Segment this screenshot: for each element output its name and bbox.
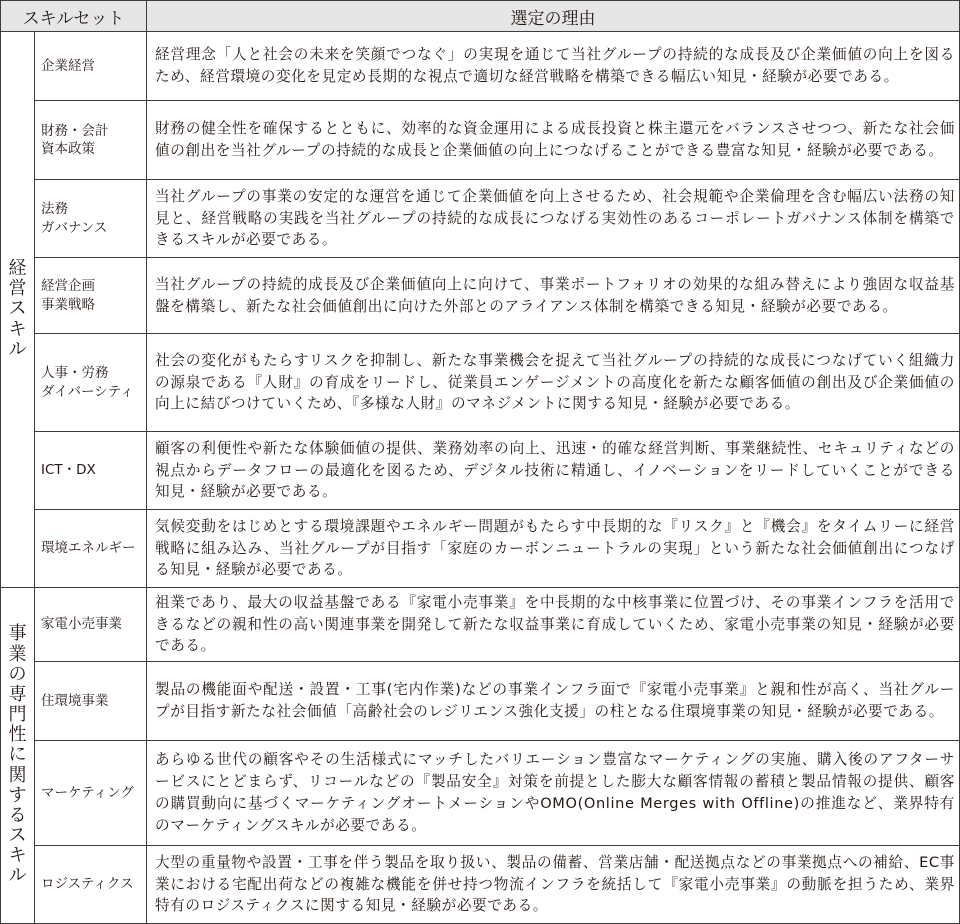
skill-name: 経営企画 事業戦略 xyxy=(35,258,147,334)
skill-reason: 経営理念「人と社会の未来を笑顔でつなぐ」の実現を通じて当社グループの持続的な成長及び企業価値の向上を図るため、経営環境の変化を見定め長期的な視点で適切な経営戦略を構築できる幅広い知見・経験が必要である。 xyxy=(147,32,960,101)
header-reason: 選定の理由 xyxy=(147,1,960,32)
skill-reason: 当社グループの持続的成長及び企業価値向上に向けて、事業ポートフォリオの効果的な組み替えにより強固な収益基盤を構築し、新たな社会価値創出に向けた外部とのアライアンス体制を構築できる知見・経験が必要である。 xyxy=(147,258,960,334)
skill-name: マーケティング xyxy=(35,741,147,846)
skill-reason: 財務の健全性を確保するとともに、効率的な資金運用による成長投資と株主還元をバランスさせつつ、新たな社会価値の創出を当社グループの持続的な成長と企業価値の向上につなげることができる豊富な知見・経験が必要である。 xyxy=(147,101,960,180)
skill-name: 人事・労務 ダイバーシティ xyxy=(35,334,147,432)
skill-name: 環境エネルギー xyxy=(35,510,147,588)
skill-reason: 製品の機能面や配送・設置・工事(宅内作業)などの事業インフラ面で『家電小売事業』と親和性が高く、当社グループが目指す新たな社会価値「高齢社会のレジリエンス強化支援」の柱となる住環境事業の知見・経験が必要である。 xyxy=(147,662,960,741)
skill-reason: 社会の変化がもたらすリスクを抑制し、新たな事業機会を捉えて当社グループの持続的な成長につなげていく組織力の源泉である『人財』の育成をリードし、従業員エンゲージメントの高度化を新たな顧客価値の創出及び企業価値の向上に結びつけていくため、『多様な人財』のマネジメントに関する知見・経験が必要である。 xyxy=(147,334,960,432)
header-skillset: スキルセット xyxy=(1,1,147,32)
group-business-expertise-skills: 事 業 の 専 門 性 に 関 す る ス キ ル xyxy=(1,588,35,924)
skill-reason: 気候変動をはじめとする環境課題やエネルギー問題がもたらす中長期的な『リスク』と『機会』をタイムリーに経営戦略に組み込み、当社グループが目指す「家庭のカーボンニュートラルの実現」という新たな社会価値創出につなげる知見・経験が必要である。 xyxy=(147,510,960,588)
skill-name: ICT・DX xyxy=(35,432,147,510)
skill-name: 財務・会計 資本政策 xyxy=(35,101,147,180)
skill-reason: 祖業であり、最大の収益基盤である『家電小売事業』を中長期的な中核事業に位置づけ、その事業インフラを活用できるなどの親和性の高い関連事業を開発して新たな収益事業に育成していくため、家電小売事業の知見・経験が必要である。 xyxy=(147,588,960,662)
skill-reason: 大型の重量物や設置・工事を伴う製品を取り扱い、製品の備蓄、営業店舗・配送拠点などの事業拠点への補給、EC事業における宅配出荷などの複雑な機能を併せ持つ物流インフラを統括して『家電小売事業』の動脈を担うため、業界特有のロジスティクスに関する知見・経験が必要である。 xyxy=(147,846,960,924)
skill-name: 企業経営 xyxy=(35,32,147,101)
skill-reason: 顧客の利便性や新たな体験価値の提供、業務効率の向上、迅速・的確な経営判断、事業継続性、セキュリティなどの視点からデータフローの最適化を図るため、デジタル技術に精通し、イノベーションをリードしていくことができる知見・経験が必要である。 xyxy=(147,432,960,510)
skill-name: ロジスティクス xyxy=(35,846,147,924)
skill-reason: あらゆる世代の顧客やその生活様式にマッチしたバリエーション豊富なマーケティングの実施、購入後のアフターサービスにとどまらず、リコールなどの『製品安全』対策を前提とした膨大な顧客情報の蓄積と製品情報の提供、顧客の購買動向に基づくマーケティングオートメーションやOMO(Online Merges with Offline)の推進など、業界特有のマーケティングスキルが必要である。 xyxy=(147,741,960,846)
skill-name: 法務 ガバナンス xyxy=(35,180,147,258)
group-management-skills: 経 営 ス キ ル xyxy=(1,32,35,588)
skill-name: 家電小売事業 xyxy=(35,588,147,662)
skill-name: 住環境事業 xyxy=(35,662,147,741)
skill-reason: 当社グループの事業の安定的な運営を通じて企業価値を向上させるため、社会規範や企業倫理を含む幅広い法務の知見と、経営戦略の実践を当社グループの持続的な成長につなげる実効性のあるコーポレートガバナンス体制を構築できるスキルが必要である。 xyxy=(147,180,960,258)
